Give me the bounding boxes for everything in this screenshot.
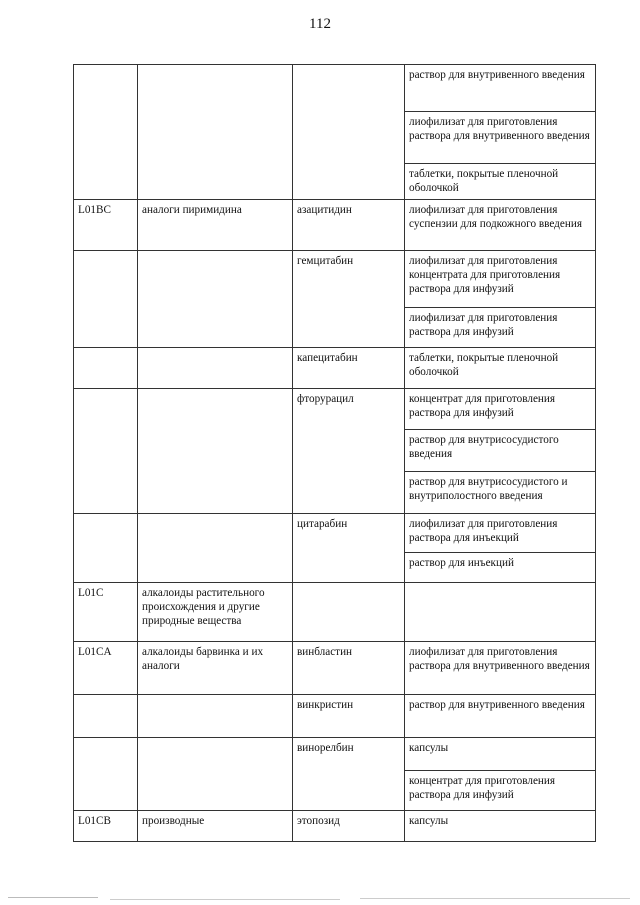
dosage-form-item: таблетки, покрытые пленочной оболочкой (409, 352, 559, 378)
group-name-cell: аналоги пиримидина (138, 200, 293, 251)
dosage-form-item: раствор для внутрисосудистого введения (405, 429, 595, 471)
dosage-form-item: концентрат для приготовления раствора для инфузий (409, 393, 556, 419)
atc-code-cell (74, 389, 138, 514)
dosage-form-item (405, 583, 595, 641)
group-name-cell: алкалоиды барвинка и их аналоги (138, 642, 293, 695)
drug-name-cell: винкристин (293, 695, 405, 738)
group-name-cell (138, 348, 293, 389)
dosage-forms-cell (405, 695, 596, 738)
dosage-form-item: лиофилизат для приготовления суспензии для подкожного введения (409, 204, 582, 230)
dosage-form-item: лиофилизат для приготовления концентрата для приготовления раствора для инфузий (409, 255, 561, 295)
atc-code-cell (74, 348, 138, 389)
dosage-form-item: раствор для внутривенного введения (409, 699, 585, 711)
dosage-forms-cell (405, 251, 596, 348)
dosage-forms-cell (405, 200, 596, 251)
drug-name-cell (293, 583, 405, 642)
atc-code-cell (74, 695, 138, 738)
dosage-forms-cell (405, 389, 596, 514)
atc-code-cell (74, 514, 138, 583)
scan-artifact-line (360, 898, 630, 899)
dosage-form-item: раствор для внутрисосудистого и внутриполостного введения (405, 471, 595, 513)
dosage-forms-cell (405, 514, 596, 583)
table-row (74, 251, 596, 348)
dosage-form-item: раствор для инъекций (405, 552, 595, 582)
table-row (74, 811, 596, 842)
table-row (74, 738, 596, 811)
dosage-form-item: лиофилизат для приготовления раствора для внутривенного введения (409, 646, 590, 672)
table-row (74, 514, 596, 583)
dosage-form-item: лиофилизат для приготовления раствора для инъекций (409, 518, 558, 544)
dosage-forms-cell (405, 642, 596, 695)
page-number: 112 (309, 16, 331, 32)
scan-artifact-line (8, 897, 98, 898)
dosage-form-item: раствор для внутривенного введения (409, 69, 585, 81)
dosage-forms-cell (405, 583, 596, 642)
dosage-forms-cell (405, 65, 596, 200)
drug-name-cell: капецитабин (293, 348, 405, 389)
dosage-form-item: лиофилизат для приготовления раствора для внутривенного введения (405, 111, 595, 163)
dosage-forms-cell (405, 348, 596, 389)
dosage-form-item: капсулы (409, 815, 449, 827)
group-name-cell: производные (138, 811, 293, 842)
group-name-cell: алкалоиды растительного происхождения и другие природные вещества (138, 583, 293, 642)
table-row (74, 389, 596, 514)
drug-name-cell: цитарабин (293, 514, 405, 583)
drug-name-cell: гемцитабин (293, 251, 405, 348)
table-row (74, 65, 596, 200)
drug-name-cell (293, 65, 405, 200)
drug-table-container (73, 64, 595, 842)
dosage-form-item: капсулы (409, 742, 449, 754)
atc-code-cell: L01CA (74, 642, 138, 695)
atc-code-cell (74, 738, 138, 811)
drug-name-cell: этопозид (293, 811, 405, 842)
drug-name-cell: азацитидин (293, 200, 405, 251)
table-row (74, 200, 596, 251)
dosage-forms-cell (405, 811, 596, 842)
drug-table (73, 64, 596, 842)
table-row (74, 348, 596, 389)
group-name-cell (138, 738, 293, 811)
scan-artifact-line (110, 899, 340, 900)
group-name-cell (138, 514, 293, 583)
atc-code-cell (74, 65, 138, 200)
group-name-cell (138, 695, 293, 738)
atc-code-cell: L01BC (74, 200, 138, 251)
drug-name-cell: фторурацил (293, 389, 405, 514)
drug-name-cell: винбластин (293, 642, 405, 695)
group-name-cell (138, 251, 293, 348)
dosage-forms-cell (405, 738, 596, 811)
table-row (74, 695, 596, 738)
atc-code-cell: L01C (74, 583, 138, 642)
table-body (74, 65, 596, 842)
table-row (74, 583, 596, 642)
drug-name-cell: винорелбин (293, 738, 405, 811)
dosage-form-item: таблетки, покрытые пленочной оболочкой (405, 163, 595, 199)
table-row (74, 642, 596, 695)
dosage-form-item: концентрат для приготовления раствора для инфузий (405, 770, 595, 810)
group-name-cell (138, 65, 293, 200)
dosage-form-item: лиофилизат для приготовления раствора для инфузий (405, 307, 595, 347)
atc-code-cell: L01CB (74, 811, 138, 842)
atc-code-cell (74, 251, 138, 348)
group-name-cell (138, 389, 293, 514)
